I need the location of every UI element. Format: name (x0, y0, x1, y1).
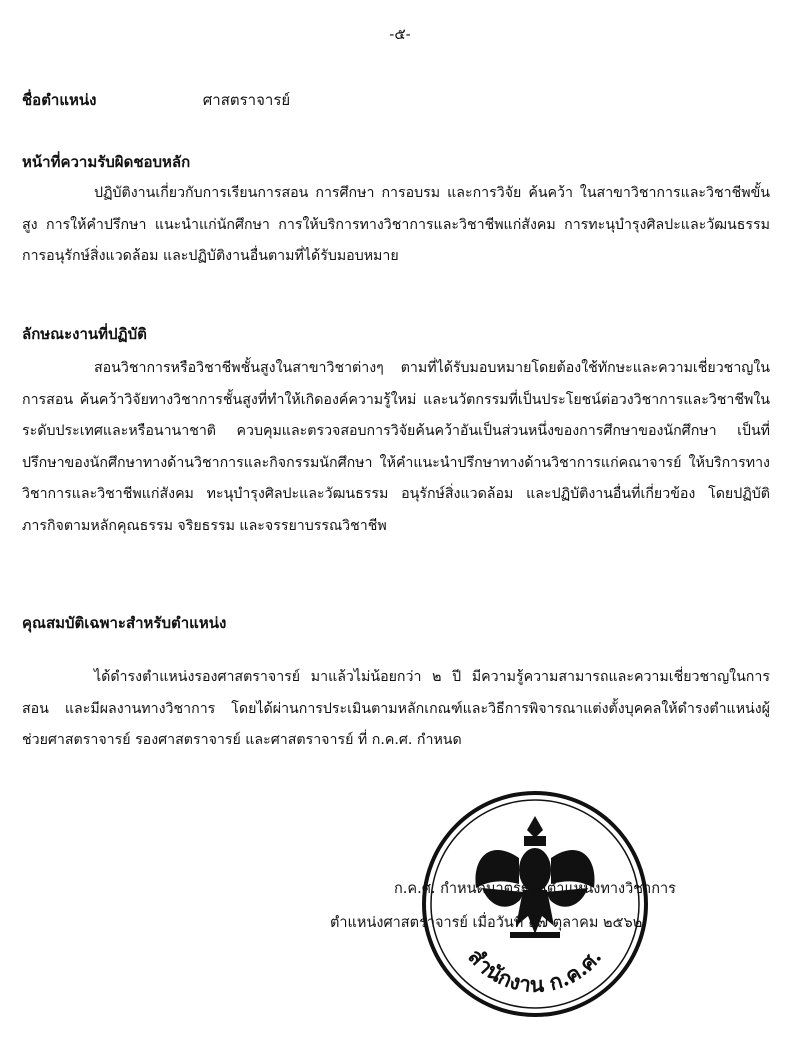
section-heading-qualifications: คุณสมบัติเฉพาะสำหรับตำแหน่ง (22, 614, 227, 632)
signature-line-1: ก.ค.ศ. กำหนดมาตรฐานตำแหน่งทางวิชาการ (394, 881, 676, 897)
position-row (22, 88, 290, 112)
section-body-job-characteristics: สอนวิชาการหรือวิชาชีพชั้นสูงในสาขาวิชาต่างๆ ตามที่ได้รับมอบหมายโดยต้องใช้ทักษะและความเชี่ยวชาญในการสอน ค้นคว้าวิจัยทางวิชาการชั้นสูงที่ทำให้เกิดองค์ความรู้ใหม่ และนวัตกรรมที่เป็นประโยชน์ต่อวงวิชาการและวิชาชีพในระดับประเทศและหรือนานาชาติ ควบคุมและตรวจสอบการวิจัยค้นคว้าอันเป็นส่วนหนึ่งของการศึกษาของนักศึกษา เป็นที่ปรึกษาของนักศึกษาทางด้านวิชาการและกิจกรรมนักศึกษา ให้คำแนะนำปรึกษาทางด้านวิชาการแก่คณาจารย์ ให้บริการทางวิชาการและวิชาชีพแก่สังคม ทะนุบำรุงศิลปะและวัฒนธรรม อนุรักษ์สิ่งแวดล้อม และปฏิบัติงานอื่นที่เกี่ยวข้อง โดยปฏิบัติภารกิจตามหลักคุณธรรม จริยธรรม และจรรยาบรรณวิชาชีพ (22, 360, 770, 534)
seal-text: สำนักงาน ก.ค.ศ. (463, 943, 607, 997)
section-heading-job-characteristics: ลักษณะงานที่ปฏิบัติ (22, 325, 147, 343)
section-body-qualifications: ได้ดำรงตำแหน่งรองศาสตราจารย์ มาแล้วไม่น้อยกว่า ๒ ปี มีความรู้ความสามารถและความเชี่ยวชาญในการสอน และมีผลงานทางวิชาการ โดยได้ผ่านการประเมินตามหลักเกณฑ์และวิธีการพิจารณาแต่งตั้งบุคคลให้ดำรงตำแหน่งผู้ช่วยศาสตราจารย์ รองศาสตราจารย์ และศาสตราจารย์ ที่ ก.ค.ศ. กำหนด (22, 669, 770, 748)
section-body-responsibilities: ปฏิบัติงานเกี่ยวกับการเรียนการสอน การศึกษา การอบรม และการวิจัย ค้นคว้า ในสาขาวิชาการและวิชาชีพขั้นสูง การให้คำปรึกษา แนะนำแก่นักศึกษา การให้บริการทางวิชาการและวิชาชีพแก่สังคม การทะนุบำรุงศิลปะและวัฒนธรรม การอนุรักษ์สิ่งแวดล้อม และปฏิบัติงานอื่นตามที่ได้รับมอบหมาย (22, 185, 770, 264)
signature-line-2: ตำแหน่งศาสตราจารย์ เมื่อวันที่ ๑๗ ตุลาคม ๒๕๖๒ (330, 915, 643, 931)
position-value: ศาสตราจารย์ (202, 91, 291, 109)
signature-block (330, 872, 676, 940)
section-heading-responsibilities: หน้าที่ความรับผิดชอบหลัก (22, 153, 191, 171)
position-label: ชื่อตำแหน่ง (22, 91, 97, 109)
page-number: -๕- (389, 25, 411, 43)
